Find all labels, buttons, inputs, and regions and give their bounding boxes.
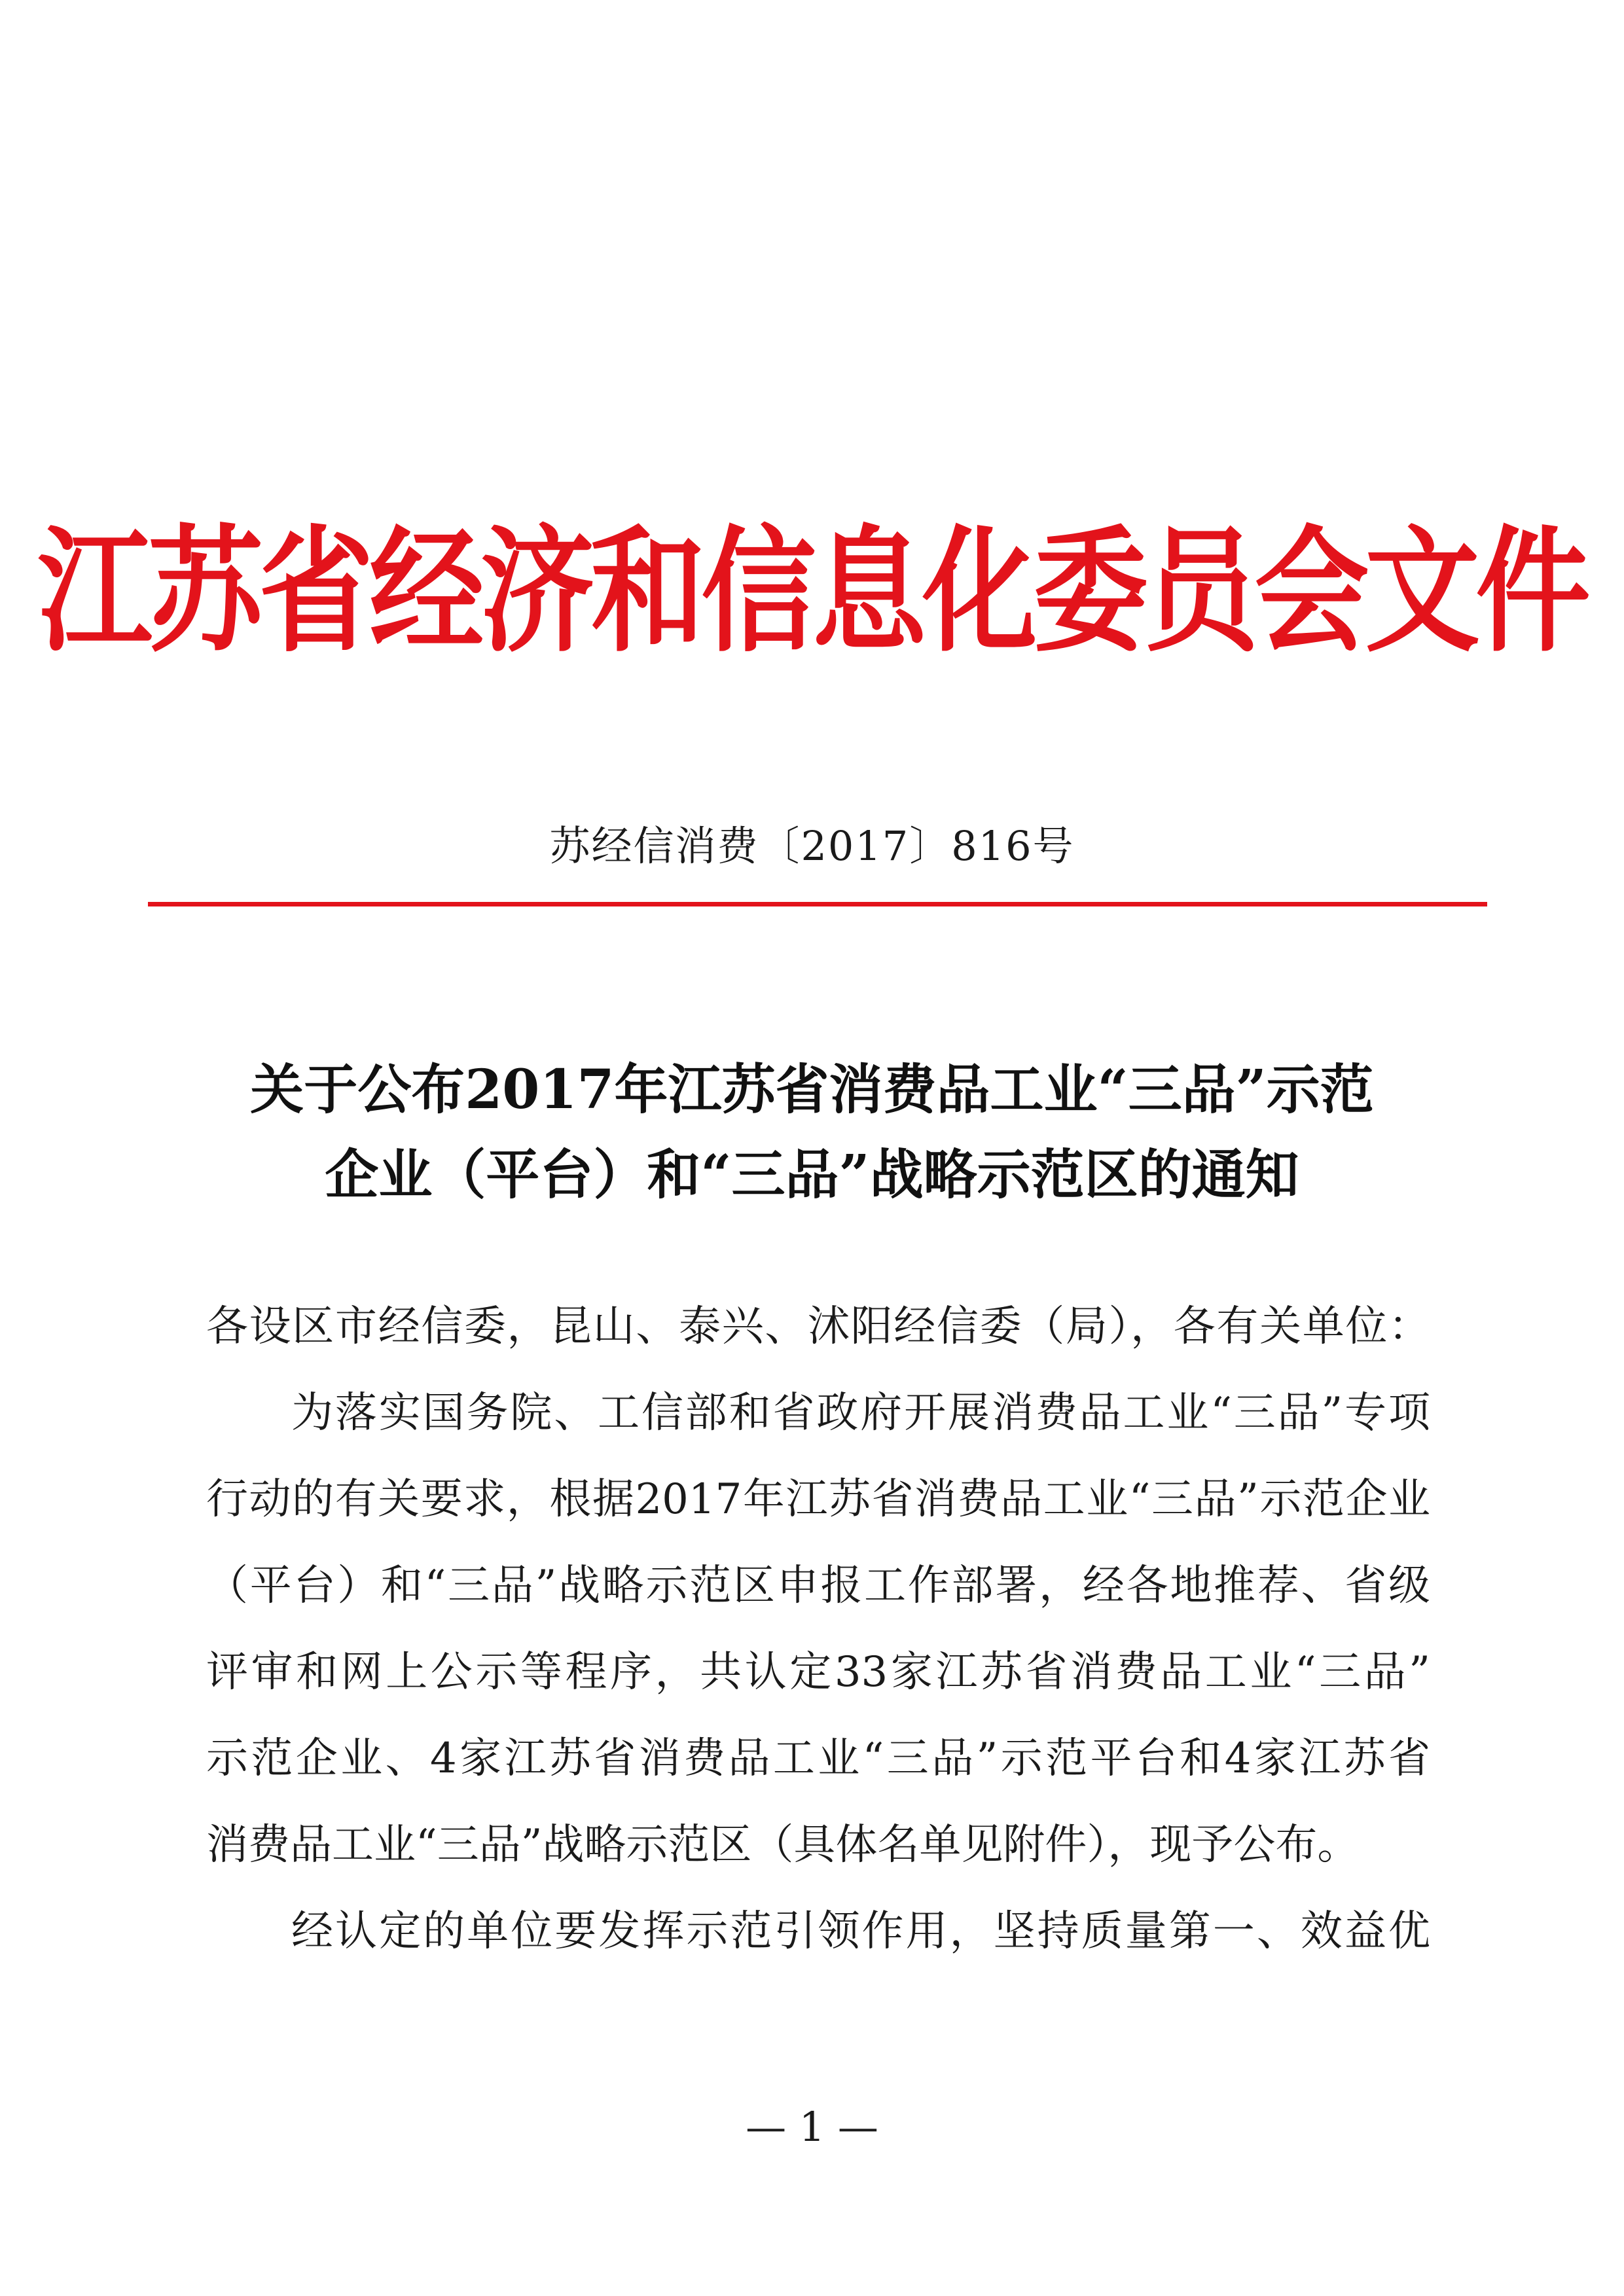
paragraph-2-line-1: 经认定的单位要发挥示范引领作用，坚持质量第一、效益优: [291, 1907, 1430, 1956]
paragraph-1-line-1: 为落实国务院、工信部和省政府开展消费品工业“三品”专项: [291, 1389, 1430, 1437]
salutation: 各设区市经信委，昆山、泰兴、沭阳经信委（局），各有关单位：: [206, 1302, 1430, 1351]
paragraph-1-line-3: （平台）和“三品”战略示范区申报工作部署，经各地推荐、省级: [206, 1562, 1430, 1610]
red-separator-rule: [148, 902, 1487, 906]
document-title-line-1: 关于公布2017年江苏省消费品工业“三品”示范: [250, 1058, 1374, 1121]
paragraph-1-line-4: 评审和网上公示等程序，共认定33家江苏省消费品工业“三品”: [206, 1648, 1430, 1696]
paragraph-1-line-5: 示范企业、4家江苏省消费品工业“三品”示范平台和4家江苏省: [206, 1734, 1430, 1783]
document-number: 苏经信消费〔2017〕816号: [549, 822, 1075, 870]
page-number: — 1 —: [746, 2103, 878, 2151]
paragraph-1-line-6: 消费品工业“三品”战略示范区（具体名单见附件），现予公布。: [206, 1821, 1360, 1869]
document-title-line-2: 企业（平台）和“三品”战略示范区的通知: [325, 1143, 1299, 1206]
issuer-heading: 江苏省经济和信息化委员会文件: [37, 514, 1587, 671]
paragraph-1-line-2: 行动的有关要求，根据2017年江苏省消费品工业“三品”示范企业: [206, 1475, 1430, 1524]
